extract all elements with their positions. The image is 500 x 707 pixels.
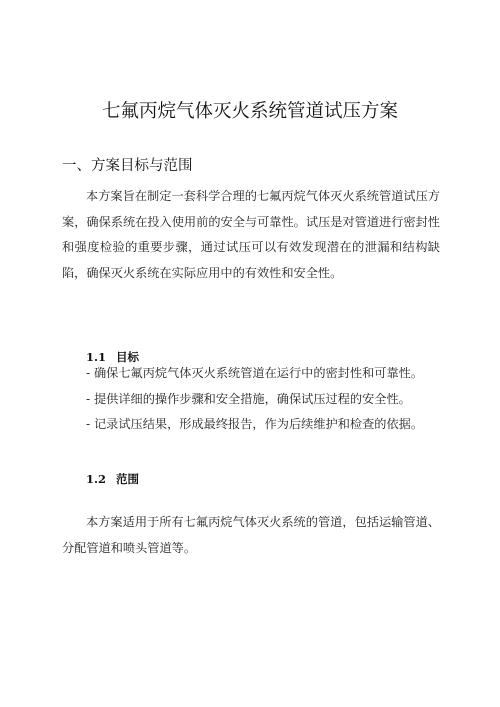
subsection-title: 目标	[116, 350, 140, 364]
intro-paragraph: 本方案旨在制定一套科学合理的七氟丙烷气体灭火系统管道试压方案，确保系统在投入使用前的安全与可靠性。试压是对管道进行密封性和强度检验的重要步骤，通过试压可以有效发现潜在的泄漏和结构缺陷，确保灭火系统在实际应用中的有效性和安全性。	[62, 189, 440, 280]
subsection-scope-heading	[86, 471, 139, 487]
list-item: - 提供详细的操作步骤和安全措施，确保试压过程的安全性。	[86, 391, 411, 406]
section-heading: 一、方案目标与范围	[62, 158, 193, 174]
goal-list	[86, 361, 466, 438]
list-item: - 确保七氟丙烷气体灭火系统管道在运行中的密封性和可靠性。	[86, 366, 424, 380]
document-title: 七氟丙烷气体灭火系统管道试压方案	[101, 101, 398, 122]
scope-paragraph: 本方案适用于所有七氟丙烷气体灭火系统的管道，包括运输管道、分配管道和喷头管道等。	[62, 515, 440, 555]
subsection-number: 1.1	[86, 350, 107, 364]
subsection-title: 范围	[116, 472, 140, 486]
subsection-number: 1.2	[86, 472, 107, 486]
list-item: - 记录试压结果，形成最终报告，作为后续维护和检查的依据。	[86, 417, 424, 432]
